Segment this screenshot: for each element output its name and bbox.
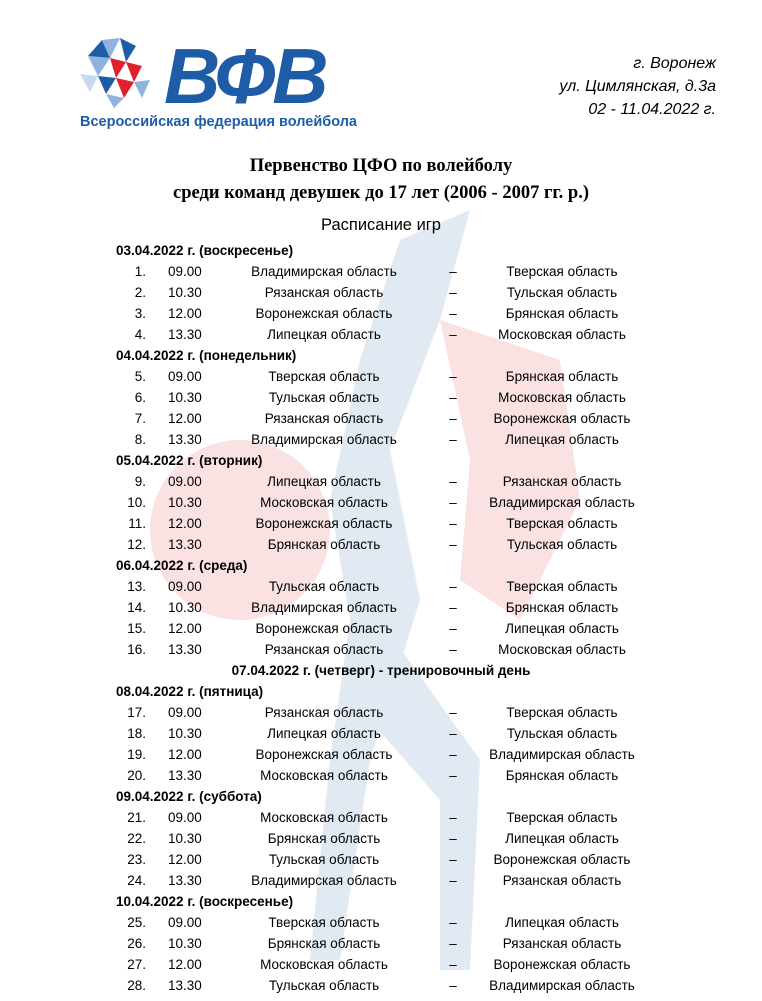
- game-time: 09.00: [168, 705, 202, 720]
- game-time: 13.30: [168, 537, 202, 552]
- home-team: Владимирская область: [251, 873, 397, 888]
- game-number: 4.: [134, 327, 146, 342]
- game-time: 10.30: [168, 936, 202, 951]
- game-number: 27.: [127, 957, 146, 972]
- home-team: Липецкая область: [267, 726, 381, 741]
- game-time: 09.00: [168, 369, 202, 384]
- versus-separator: –: [449, 936, 457, 951]
- away-team: Тверская область: [506, 516, 618, 531]
- game-row: [0, 828, 762, 849]
- away-team: Московская область: [498, 390, 626, 405]
- away-team: Рязанская область: [502, 474, 622, 489]
- game-time: 10.30: [168, 726, 202, 741]
- home-team: Владимирская область: [251, 600, 397, 615]
- game-row: [0, 324, 762, 345]
- vfv-logo: [80, 32, 370, 136]
- game-row: [0, 429, 762, 450]
- home-team: Московская область: [260, 495, 388, 510]
- day-header-label: 04.04.2022 г. (понедельник): [116, 348, 297, 363]
- game-row: [0, 744, 762, 765]
- day-header-label: 06.04.2022 г. (среда): [116, 558, 248, 573]
- versus-separator: –: [449, 873, 457, 888]
- home-team: Тульская область: [268, 390, 380, 405]
- game-time: 13.30: [168, 768, 202, 783]
- game-time: 10.30: [168, 285, 202, 300]
- game-row: [0, 597, 762, 618]
- game-schedule: [0, 240, 762, 996]
- game-time: 13.30: [168, 327, 202, 342]
- game-row: [0, 933, 762, 954]
- game-time: 13.30: [168, 978, 202, 993]
- game-number: 18.: [127, 726, 146, 741]
- away-team: Рязанская область: [502, 936, 622, 951]
- game-row: [0, 261, 762, 282]
- game-time: 12.00: [168, 411, 202, 426]
- game-number: 10.: [127, 495, 146, 510]
- away-team: Воронежская область: [493, 852, 631, 867]
- game-number: 16.: [127, 642, 146, 657]
- game-number: 15.: [127, 621, 146, 636]
- away-team: Владимирская область: [489, 495, 635, 510]
- game-row: [0, 807, 762, 828]
- versus-separator: –: [449, 726, 457, 741]
- away-team: Воронежская область: [493, 957, 631, 972]
- vfv-emblem-icon: [80, 36, 158, 108]
- away-team: Брянская область: [505, 369, 619, 384]
- game-time: 10.30: [168, 495, 202, 510]
- away-team: Московская область: [498, 327, 626, 342]
- game-time: 13.30: [168, 642, 202, 657]
- game-time: 10.30: [168, 831, 202, 846]
- versus-separator: –: [449, 369, 457, 384]
- venue-address: [559, 52, 716, 121]
- day-header: [0, 345, 762, 366]
- game-number: 17.: [127, 705, 146, 720]
- day-header: [0, 450, 762, 471]
- game-time: 13.30: [168, 432, 202, 447]
- game-number: 19.: [127, 747, 146, 762]
- game-row: [0, 849, 762, 870]
- game-row: [0, 723, 762, 744]
- versus-separator: –: [449, 306, 457, 321]
- versus-separator: –: [449, 957, 457, 972]
- home-team: Московская область: [260, 810, 388, 825]
- day-header: [0, 786, 762, 807]
- home-team: Воронежская область: [255, 747, 393, 762]
- home-team: Рязанская область: [264, 411, 384, 426]
- away-team: Тульская область: [506, 285, 618, 300]
- versus-separator: –: [449, 474, 457, 489]
- game-row: [0, 618, 762, 639]
- versus-separator: –: [449, 327, 457, 342]
- away-team: Рязанская область: [502, 873, 622, 888]
- day-header-label: 03.04.2022 г. (воскресенье): [116, 243, 294, 258]
- home-team: Воронежская область: [255, 621, 393, 636]
- versus-separator: –: [449, 768, 457, 783]
- day-header-label: 05.04.2022 г. (вторник): [116, 453, 263, 468]
- versus-separator: –: [449, 411, 457, 426]
- home-team: Рязанская область: [264, 285, 384, 300]
- game-row: [0, 576, 762, 597]
- day-header-label: 08.04.2022 г. (пятница): [116, 684, 264, 699]
- home-team: Воронежская область: [255, 516, 393, 531]
- game-number: 23.: [127, 852, 146, 867]
- versus-separator: –: [449, 747, 457, 762]
- game-row: [0, 408, 762, 429]
- versus-separator: –: [449, 831, 457, 846]
- game-time: 10.30: [168, 390, 202, 405]
- address-dates: 02 - 11.04.2022 г.: [588, 101, 716, 118]
- away-team: Тульская область: [506, 726, 618, 741]
- game-number: 22.: [127, 831, 146, 846]
- versus-separator: –: [449, 390, 457, 405]
- away-team: Владимирская область: [489, 978, 635, 993]
- away-team: Воронежская область: [493, 411, 631, 426]
- game-row: [0, 282, 762, 303]
- home-team: Рязанская область: [264, 705, 384, 720]
- game-number: 13.: [127, 579, 146, 594]
- day-header: [0, 660, 762, 681]
- home-team: Рязанская область: [264, 642, 384, 657]
- versus-separator: –: [449, 978, 457, 993]
- home-team: Тульская область: [268, 978, 380, 993]
- versus-separator: –: [449, 264, 457, 279]
- game-row: [0, 366, 762, 387]
- game-number: 2.: [134, 285, 146, 300]
- game-row: [0, 387, 762, 408]
- versus-separator: –: [449, 810, 457, 825]
- game-number: 11.: [128, 516, 146, 531]
- home-team: Липецкая область: [267, 474, 381, 489]
- day-header-label: 10.04.2022 г. (воскресенье): [116, 894, 294, 909]
- home-team: Тульская область: [268, 852, 380, 867]
- versus-separator: –: [449, 621, 457, 636]
- game-time: 12.00: [168, 306, 202, 321]
- game-time: 12.00: [168, 957, 202, 972]
- game-row: [0, 870, 762, 891]
- versus-separator: –: [449, 852, 457, 867]
- document-title-line1: Первенство ЦФО по волейболу: [249, 156, 513, 176]
- versus-separator: –: [449, 642, 457, 657]
- address-city: г. Воронеж: [633, 55, 716, 72]
- game-time: 09.00: [168, 810, 202, 825]
- versus-separator: –: [449, 705, 457, 720]
- versus-separator: –: [449, 579, 457, 594]
- home-team: Воронежская область: [255, 306, 393, 321]
- away-team: Владимирская область: [489, 747, 635, 762]
- game-number: 21.: [127, 810, 146, 825]
- game-time: 13.30: [168, 873, 202, 888]
- game-time: 09.00: [168, 915, 202, 930]
- vfv-logo-mark: ВФВ: [164, 32, 326, 120]
- game-number: 5.: [134, 369, 146, 384]
- game-time: 12.00: [168, 852, 202, 867]
- away-team: Тверская область: [506, 705, 618, 720]
- game-time: 09.00: [168, 579, 202, 594]
- game-row: [0, 975, 762, 996]
- game-row: [0, 912, 762, 933]
- away-team: Липецкая область: [505, 432, 619, 447]
- away-team: Липецкая область: [505, 621, 619, 636]
- game-number: 3.: [134, 306, 146, 321]
- game-time: 12.00: [168, 747, 202, 762]
- versus-separator: –: [449, 537, 457, 552]
- home-team: Брянская область: [267, 537, 381, 552]
- home-team: Брянская область: [267, 936, 381, 951]
- game-time: 10.30: [168, 600, 202, 615]
- game-time: 12.00: [168, 516, 202, 531]
- game-time: 09.00: [168, 474, 202, 489]
- game-number: 20.: [127, 768, 146, 783]
- home-team: Московская область: [260, 768, 388, 783]
- game-row: [0, 639, 762, 660]
- home-team: Московская область: [260, 957, 388, 972]
- home-team: Тверская область: [268, 915, 380, 930]
- game-number: 1.: [134, 264, 146, 279]
- away-team: Липецкая область: [505, 915, 619, 930]
- away-team: Брянская область: [505, 600, 619, 615]
- game-number: 25.: [127, 915, 146, 930]
- versus-separator: –: [449, 915, 457, 930]
- home-team: Тульская область: [268, 579, 380, 594]
- day-header: [0, 555, 762, 576]
- day-header: [0, 240, 762, 261]
- home-team: Владимирская область: [251, 264, 397, 279]
- game-row: [0, 303, 762, 324]
- game-number: 7.: [134, 411, 146, 426]
- versus-separator: –: [449, 495, 457, 510]
- away-team: Тверская область: [506, 810, 618, 825]
- versus-separator: –: [449, 600, 457, 615]
- away-team: Тульская область: [506, 537, 618, 552]
- game-number: 24.: [127, 873, 146, 888]
- day-header: [0, 681, 762, 702]
- game-number: 14.: [127, 600, 146, 615]
- home-team: Липецкая область: [267, 327, 381, 342]
- game-number: 12.: [127, 537, 146, 552]
- game-number: 6.: [134, 390, 146, 405]
- game-row: [0, 492, 762, 513]
- away-team: Брянская область: [505, 306, 619, 321]
- game-row: [0, 954, 762, 975]
- day-header: [0, 891, 762, 912]
- game-row: [0, 765, 762, 786]
- game-number: 9.: [134, 474, 146, 489]
- away-team: Тверская область: [506, 579, 618, 594]
- home-team: Тверская область: [268, 369, 380, 384]
- game-time: 09.00: [168, 264, 202, 279]
- day-header-label: 07.04.2022 г. (четверг) - тренировочный день: [231, 663, 531, 678]
- game-time: 12.00: [168, 621, 202, 636]
- away-team: Тверская область: [506, 264, 618, 279]
- game-row: [0, 513, 762, 534]
- address-street: ул. Цимлянская, д.3а: [559, 78, 716, 95]
- document-title-line2: среди команд девушек до 17 лет (2006 - 2007 гг. р.): [173, 183, 589, 203]
- versus-separator: –: [449, 285, 457, 300]
- versus-separator: –: [449, 516, 457, 531]
- schedule-subtitle: Расписание игр: [321, 216, 441, 234]
- away-team: Брянская область: [505, 768, 619, 783]
- away-team: Московская область: [498, 642, 626, 657]
- game-number: 28.: [127, 978, 146, 993]
- game-row: [0, 471, 762, 492]
- game-row: [0, 534, 762, 555]
- vfv-logo-subtitle: Всероссийская федерация волейбола: [80, 114, 357, 130]
- away-team: Липецкая область: [505, 831, 619, 846]
- game-row: [0, 702, 762, 723]
- day-header-label: 09.04.2022 г. (суббота): [116, 789, 262, 804]
- home-team: Владимирская область: [251, 432, 397, 447]
- versus-separator: –: [449, 432, 457, 447]
- home-team: Брянская область: [267, 831, 381, 846]
- game-number: 26.: [127, 936, 146, 951]
- game-number: 8.: [134, 432, 146, 447]
